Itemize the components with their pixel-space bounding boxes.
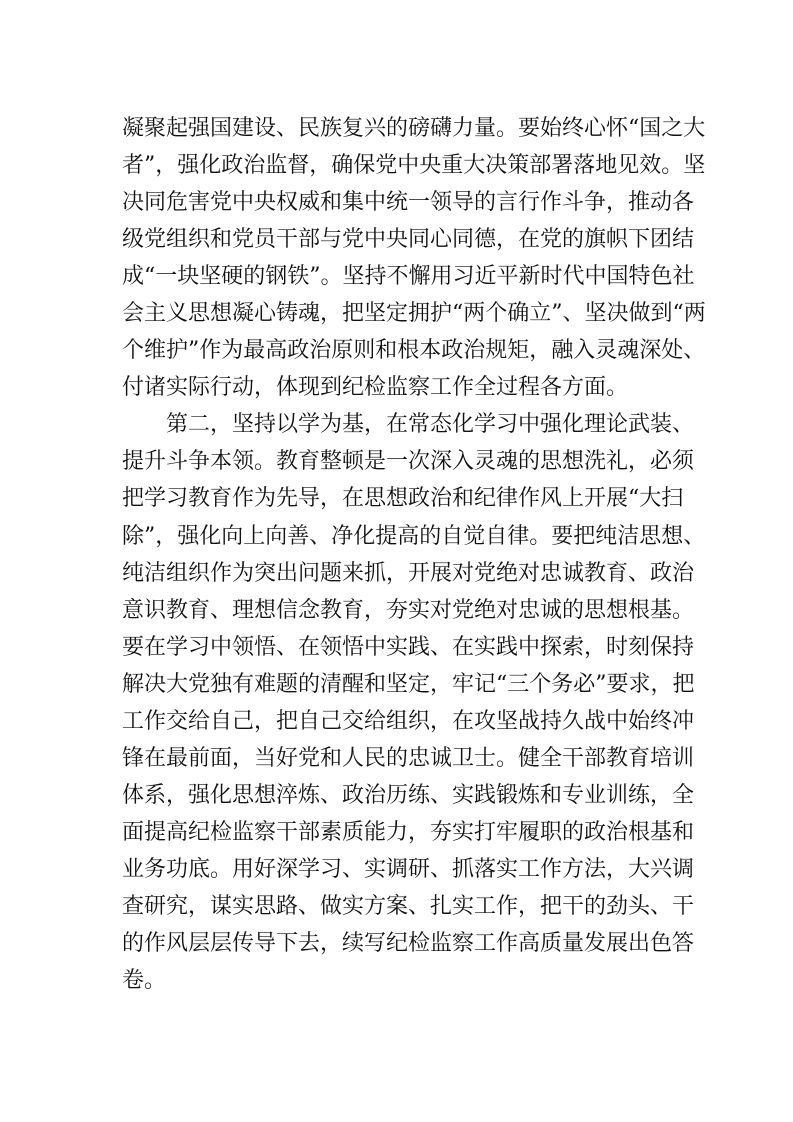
text-line: 付诸实际行动，体现到纪检监察工作全过程各方面。 <box>122 375 629 401</box>
text-line: 除”，强化向上向善、净化提高的自觉自律。要把纯洁思想、 <box>122 523 706 549</box>
document-page <box>122 110 706 999</box>
text-line: 会主义思想凝心铸魂，把坚定拥护“两个确立”、坚决做到“两 <box>122 301 706 327</box>
text-line: 纯洁组织作为突出问题来抓，开展对党绝对忠诚教育、政治 <box>122 560 695 586</box>
text-line: 卷。 <box>122 968 167 994</box>
text-line: 决同危害党中央权威和集中统一领导的言行作斗争，推动各 <box>122 190 695 216</box>
text-line: 要在学习中领悟、在领悟中实践、在实践中探索，时刻保持 <box>122 634 695 660</box>
text-line: 解决大党独有难题的清醒和坚定，牢记“三个务必”要求，把 <box>122 671 695 697</box>
text-line: 第二，坚持以学为基，在常态化学习中强化理论武装、 <box>122 412 695 438</box>
text-line: 业务功底。用好深学习、实调研、抓落实工作方法，大兴调 <box>122 856 695 882</box>
text-line: 提升斗争本领。教育整顿是一次深入灵魂的思想洗礼，必须 <box>122 449 695 475</box>
text-line: 把学习教育作为先导，在思想政治和纪律作风上开展“大扫 <box>122 486 684 512</box>
paragraph <box>122 110 706 406</box>
text-line: 者”，强化政治监督，确保党中央重大决策部署落地见效。坚 <box>122 153 706 179</box>
text-line: 成“一块坚硬的钢铁”。坚持不懈用习近平新时代中国特色社 <box>122 264 695 290</box>
text-line: 体系，强化思想淬炼、政治历练、实践锻炼和专业训练，全 <box>122 782 695 808</box>
text-line: 面提高纪检监察干部素质能力，夯实打牢履职的政治根基和 <box>122 819 695 845</box>
text-line: 查研究，谋实思路、做实方案、扎实工作，把干的劲头、干 <box>122 893 695 919</box>
paragraph <box>122 406 706 999</box>
text-line: 锋在最前面，当好党和人民的忠诚卫士。健全干部教育培训 <box>122 745 695 771</box>
text-line: 个维护”作为最高政治原则和根本政治规矩，融入灵魂深处、 <box>122 338 706 364</box>
text-line: 的作风层层传导下去，续写纪检监察工作高质量发展出色答 <box>122 931 695 957</box>
text-line: 级党组织和党员干部与党中央同心同德，在党的旗帜下团结 <box>122 227 695 253</box>
text-line: 工作交给自己，把自己交给组织，在攻坚战持久战中始终冲 <box>122 708 695 734</box>
text-line: 意识教育、理想信念教育，夯实对党绝对忠诚的思想根基。 <box>122 597 695 623</box>
text-line: 凝聚起强国建设、民族复兴的磅礴力量。要始终心怀“国之大 <box>122 116 706 141</box>
